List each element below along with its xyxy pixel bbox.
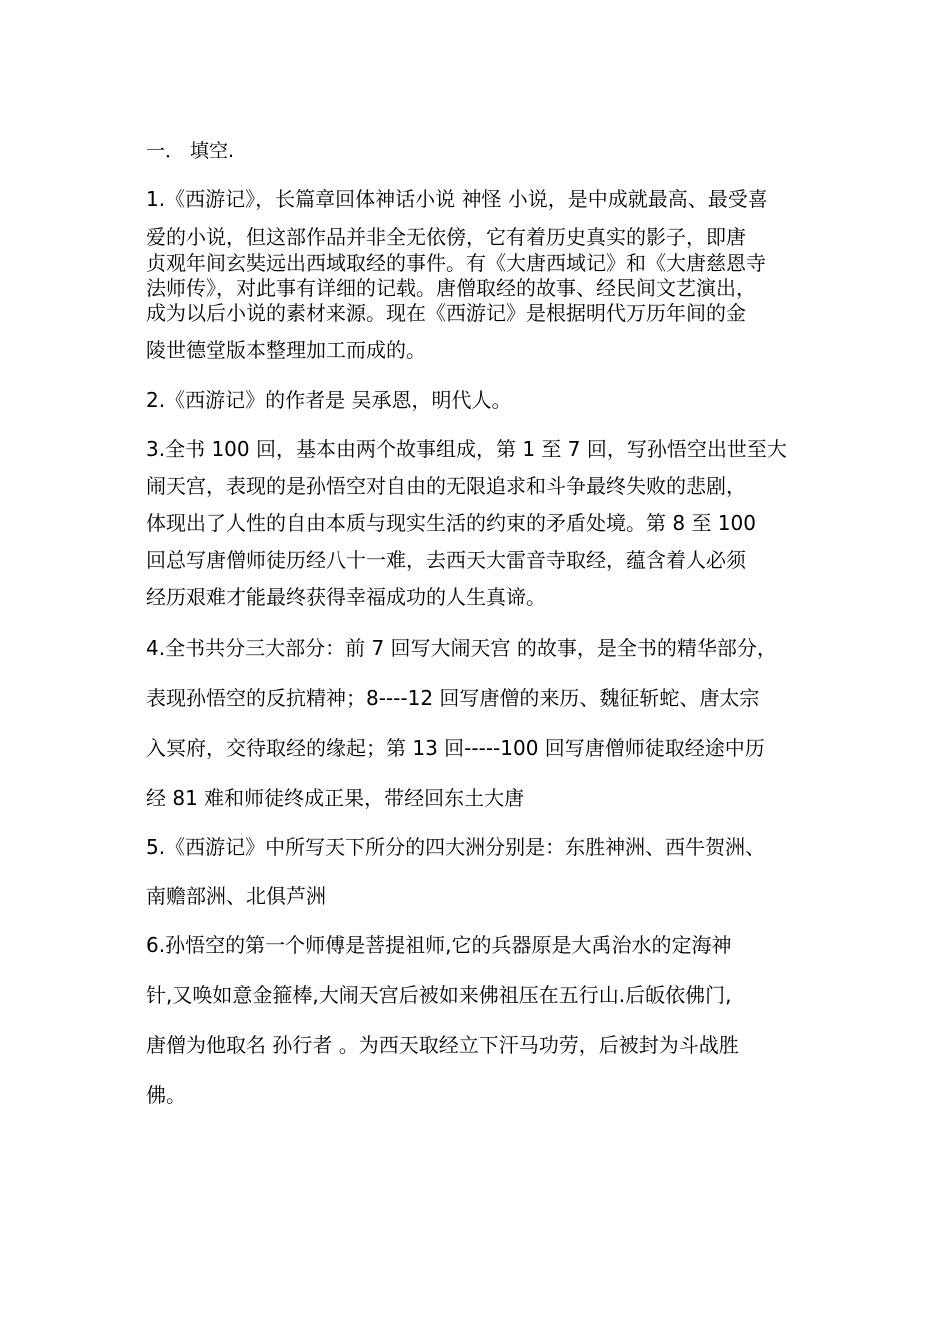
question-1-line-5: 成为以后小说的素材来源。现在《西游记》是根据明代万历年间的金 [146,301,746,325]
question-1-line-6: 陵世德堂版本整理加工而成的。 [146,338,426,362]
question-6-line-1: 6.孙悟空的第一个师傅是菩提祖师,它的兵器原是大禹治水的定海神 [146,933,732,957]
question-3-line-1: 3.全书 100 回，基本由两个故事组成，第 1 至 7 回，写孙悟空出世至大 [146,437,787,461]
question-2-line-1: 2.《西游记》的作者是 吴承恩，明代人。 [146,388,512,412]
question-3-line-3: 体现出了人性的自由本质与现实生活的约束的矛盾处境。第 8 至 100 [146,511,756,535]
question-6-line-4: 佛。 [146,1083,186,1107]
question-6-line-3: 唐僧为他取名 孙行者 。为西天取经立下汗马功劳，后被封为斗战胜 [146,1033,739,1057]
question-3-line-4: 回总写唐僧师徒历经八十一难，去西天大雷音寺取经，蕴含着人必须 [146,548,746,572]
question-1-line-3: 贞观年间玄奘远出西域取经的事件。有《大唐西域记》和《大唐慈恩寺 [146,251,766,275]
question-3-line-2: 闹天宫，表现的是孙悟空对自由的无限追求和斗争最终失败的悲剧， [146,474,746,498]
question-1-line-1: 1.《西游记》，长篇章回体神话小说 神怪 小说，是中成就最高、最受喜 [146,187,768,211]
question-3-line-5: 经历艰难才能最终获得幸福成功的人生真谛。 [146,585,546,609]
question-4-line-2: 表现孙悟空的反抗精神；8----12 回写唐僧的来历、魏征斩蛇、唐太宗 [146,686,760,710]
question-4-line-1: 4.全书共分三大部分：前 7 回写大闹天宫 的故事，是全书的精华部分， [146,636,777,660]
question-4-line-3: 入冥府，交待取经的缘起；第 13 回-----100 回写唐僧师徒取经途中历 [146,736,765,760]
question-1-line-4: 法师传》，对此事有详细的记载。唐僧取经的故事、经民间文艺演出， [146,276,756,300]
question-4-line-4: 经 81 难和师徒终成正果，带经回东土大唐 [146,786,525,810]
question-1-line-2: 爱的小说，但这部作品并非全无依傍，它有着历史真实的影子，即唐 [146,225,746,249]
question-5-line-2: 南赡部洲、北俱芦洲 [146,884,326,908]
question-6-line-2: 针,又唤如意金箍棒,大闹天宫后被如来佛祖压在五行山.后皈依佛门, [146,983,732,1007]
question-5-line-1: 5.《西游记》中所写天下所分的四大洲分别是：东胜神洲、西牛贺洲、 [146,835,766,859]
section-heading: 一． 填空. [146,140,235,162]
